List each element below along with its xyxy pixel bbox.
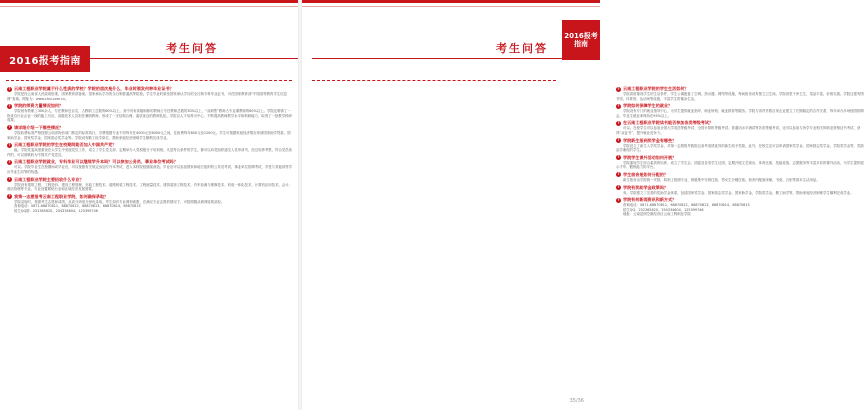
page-number: 35/36 [569,398,584,404]
question-text: 云南工程职业学院就业，专科毕业可以继续学升本吗？可以参加公务员、事业单位考试吗？ [14,159,178,165]
answer-line: 学院收费标准严格按照云南省物价部门核定的标准执行，学费根据专业不同每年在4000元至6000元之间，住宿费每年800元至1200元。学生可根据家庭经济情况申请国家助学贷款、国家助学金、国家奖学金、国家励志奖学金等。学院设有勤工俭学岗位，帮助家庭经济困难学生顺利完成学业。 [7,130,291,140]
qa-item [7,86,293,101]
question-text: 云南工程职业学院的学生在校期间能否加入中国共产党？ [14,142,117,148]
answer [616,161,866,170]
answer [7,109,293,123]
qa-item [7,177,293,192]
question-icon: ? [617,138,620,143]
question-icon: ? [8,125,11,130]
question-text: 在云南工程职业学院读书能否参加各类等级考试？ [623,120,714,126]
qa-item [616,172,866,183]
answer [616,178,866,183]
qa-item [7,194,293,214]
answer-line: 学院设有建筑工程、工程造价、建设工程管理、市政工程技术、道路桥梁工程技术、工程测量技术、建筑装饰工程技术、汽车检测与维修技术、机电一体化技术、计算机应用技术、会计、酒店管理等专业，专业设置紧贴行业和区域经济发展需要。 [7,182,293,192]
right-section-title: 考生问答 [490,40,554,56]
answer-line: 有。学院建立了完善的奖助学金体系，包括国家奖学金、国家励志奖学金、国家助学金、学院奖学金、勤工助学等，帮助家庭经济困难学生顺利完成学业。 [623,190,854,195]
qa-item [7,142,293,157]
answer [7,131,293,140]
question-text: 学院的师资力量情况如何？ [14,103,64,109]
left-dashed-separator [6,80,292,81]
answer-line: 学院现有教职工300余人，专任教师近百名，占教职工总数的60%以上。其中具有高级职称的教师占专任教师总数的30%以上，“双师型”教师占专业课教师的80%以上。学院还聘请了一批来自行业企业一线的能工巧匠、高级技术人员担任兼职教师，形成了一支结构合理、素质优良的教师队伍。学院以人才培养为中心，不断提高教师教学水平和科研能力，取得了一批教学科研成果。 [7,109,292,123]
question-icon: ? [617,103,620,108]
left-banner-rule [90,58,298,59]
qa-item [616,197,866,217]
question-text: 学院有奖助学金政策吗？ [623,184,669,190]
answer-line: 招生QQ群：252365620、254334604、125399746 [14,208,98,213]
answer-line: 学院录取时，按照考生志愿和成绩，从高分到低分择优录取。考生如有专业调剂意愿，在满足专业志愿的情况下，可按照服从调剂原则录取。 [14,199,225,204]
answer-line: 招生QQ：252365620、254334604、125399746 [623,207,704,212]
left-page [0,0,298,410]
answer-line: 咨询电话：0871-68870811、68870812、68870813、68870814、68870815 [14,204,141,209]
question-icon: ? [8,103,11,108]
qa-item [7,159,293,174]
question-icon: ? [617,185,620,190]
qa-item [616,185,866,196]
left-qa-column [7,86,293,216]
answer [7,183,293,192]
qa-item [7,103,293,123]
answer-line: 咨询电话：0871-68870811、68870812、68870813、68870814、68870815 [623,203,750,208]
question-icon: ? [617,86,620,91]
question-icon: ? [8,142,11,147]
question-icon: ? [617,197,620,202]
qa-item [616,103,866,118]
question-text: 学院新生报到奖学金有哪些？ [623,137,677,143]
answer [7,148,293,157]
right-banner-rule [312,58,562,59]
answer-line: 新生宿舍由学院统一安排，原则上按照专业、班级集中安排住宿，男女生分楼住宿。宿舍内配备床铺、书桌、衣柜等基本生活用品。 [623,177,820,182]
answer [616,92,866,101]
question-text: 我第一志愿报考云南工程职业学院，如何确保录取？ [14,193,109,199]
question-text: 学院学生课外活动如何开展？ [623,154,677,160]
answer [7,165,293,174]
answer-line: 学院设立了新生入学奖学金，对第一志愿报考我院且高考成绩优异的新生给予奖励。此外，在校生还可以申请国家奖学金、国家励志奖学金、学院奖学金等，奖励品学兼优的学生。 [616,143,864,153]
question-text: 云南工程职业学院的学生生活如何？ [623,86,689,91]
right-banner: 2016报考指南 [562,20,600,60]
answer [616,191,866,196]
qa-item [616,155,866,170]
right-page [302,0,864,410]
answer-line: 学院设有专门的就业指导中心，为学生提供就业指导、职业规划、就业推荐等服务。学院与省内外数百家企业建立了长期稳定的合作关系，每年举办多场校园招聘会，毕业生就业率保持在95%以上。 [616,109,864,118]
answer [7,200,293,214]
question-icon: ? [8,177,11,182]
answer-line: 可以。在校学生可以参加全国大学英语等级考试、全国计算机等级考试、普通话水平测试等各类等级考试，还可以参加与所学专业相关的职业资格证书考试，获得“双证书”，提升就业竞争力。 [616,126,861,135]
question-icon: ? [617,155,620,160]
answer [616,126,866,135]
answer [616,144,866,153]
answer [616,109,866,118]
right-qa-column [616,86,866,219]
question-icon: ? [8,86,11,91]
answer [7,92,293,101]
right-dashed-separator [312,80,556,81]
question-text: 学生宿舍是如何分配的？ [623,171,669,177]
question-text: 学院有何新闻资讯和新方式？ [623,197,677,203]
qa-item [616,120,866,135]
left-section-title: 考生问答 [160,40,224,56]
answer-line: 地址：云南昆明空港经济区云南工程职业学院 [623,212,691,217]
answer-line: 学院是经云南省人民政府批准，国家教育部备案，国家承认学历的全日制普通高等院校。学生毕业时颁发国家承认学历的全日制专科毕业证书，可在国家教育部“中国高等教育学生信息网”查询。网址为：www.chsi.com.cn。 [7,92,288,101]
answer-line: 学院高度重视学生的生活条件，学生公寓配备了空调、热水器、网络等设施，每间宿舍设有独立卫生间。学院食堂干净卫生，菜品丰富，价格实惠。学院还建有图书馆、体育馆、运动场等设施，丰富学生的课余生活。 [616,92,864,101]
answer-line: 学院重视学生综合素质的培养，成立了学生会、团委及各类学生社团，定期开展文艺演出、体育比赛、技能竞赛、志愿服务等丰富多彩的课外活动，为学生提供展示才华、锻炼能力的平台。 [616,160,864,170]
question-text: 请详细介绍一下哪些情况？ [14,124,64,130]
qa-item [7,125,293,140]
question-text: 云南工程职业学院主要招收什么专业？ [14,176,84,182]
answer [616,203,866,217]
answer-line: 可以。学院毕业生在校期间或毕业后，可以按照有关规定参加专升本考试，进入本科院校继续深造。毕业后可以参加国家和地方组织的公务员考试、事业单位招聘考试，享受与其他同等学历毕业生同等的待遇。 [7,165,293,174]
left-banner: 2016报考指南 [0,46,90,72]
question-text: 学院如何保障学生的就业？ [623,103,673,109]
question-icon: ? [8,159,11,164]
question-icon: ? [8,194,11,199]
question-icon: ? [617,120,620,125]
question-icon: ? [617,172,620,177]
qa-item [616,138,866,153]
question-text: 云南工程职业学院属于什么性质的学校？学院的层次是什么，毕业时颁发何种毕业证书？ [14,86,174,91]
qa-item [616,86,866,101]
answer-line: 能。学院党委高度重视在大学生中发展党员工作，成立了学生党支部，定期举办入党积极分子培训班。凡是符合条件的学生，都可以向党组织递交入党申请书，经过培养考察，符合党员条件的，可以被吸收为中国共产党党员。 [7,148,293,157]
